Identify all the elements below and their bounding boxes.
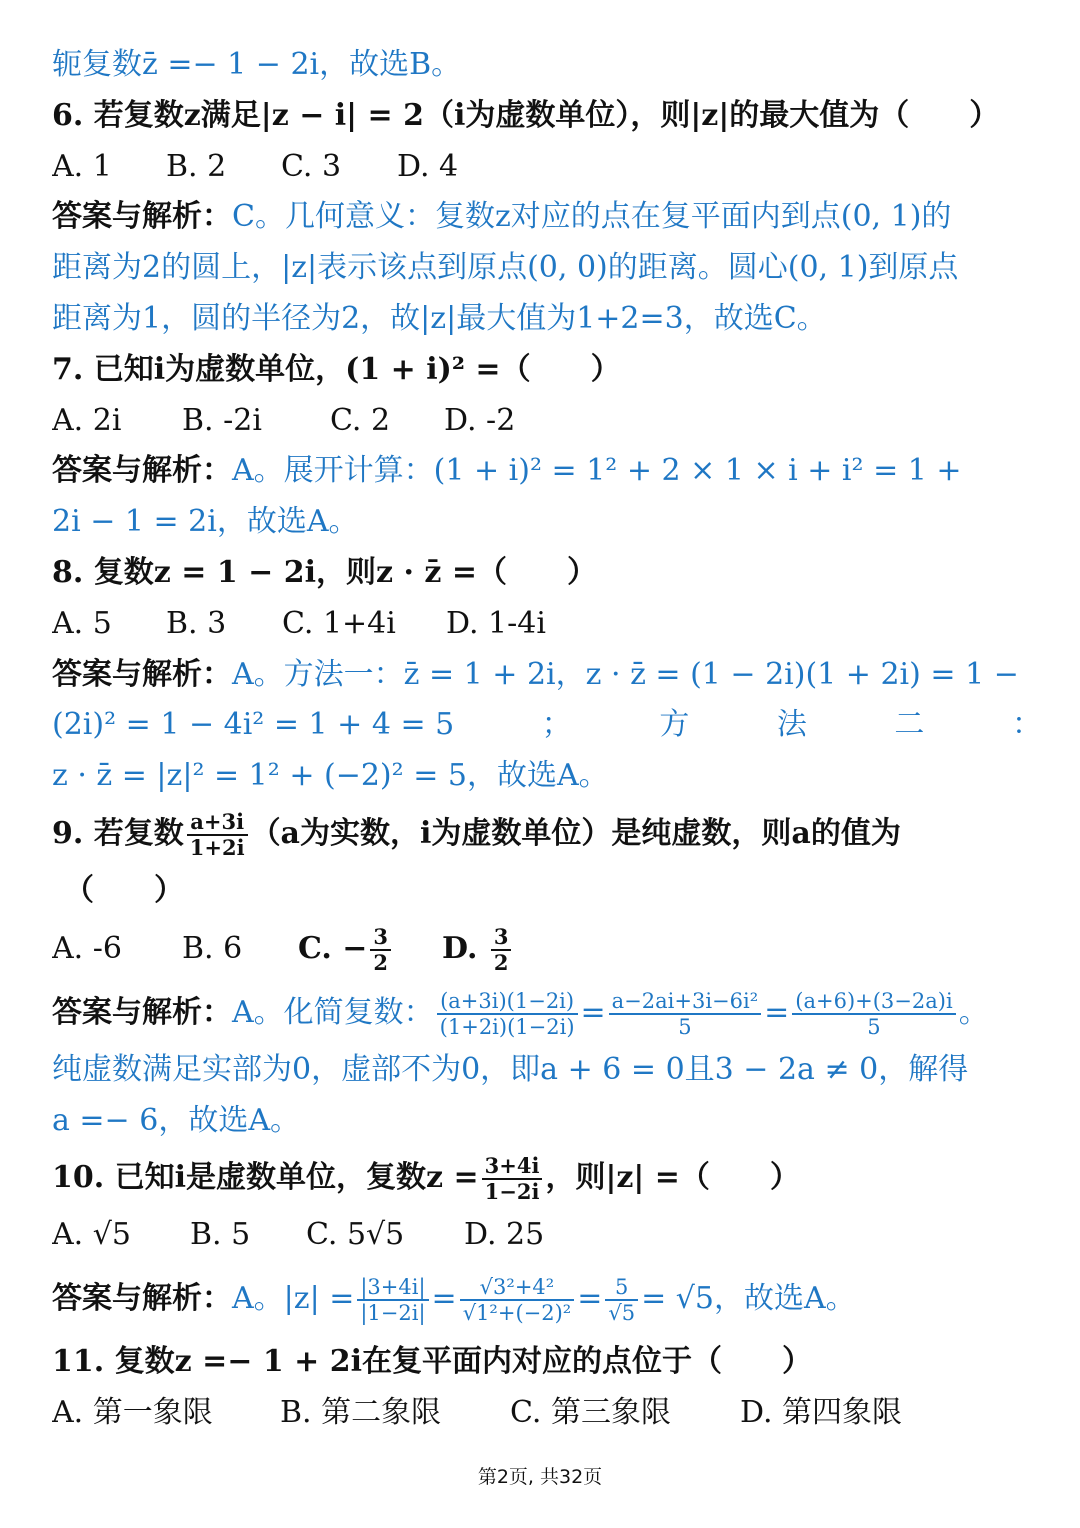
fraction xyxy=(357,1275,428,1325)
option-b: B. 5 xyxy=(190,1217,251,1253)
answer-text: 方 xyxy=(659,707,690,743)
period: 。 xyxy=(958,994,989,1030)
options-10 xyxy=(52,1210,1042,1261)
fraction-denominator: 5 xyxy=(678,1014,692,1039)
question-11: 11. 复数z =− 1 + 2i在复平面内对应的点位于（ ） xyxy=(52,1344,813,1380)
option-c: C. 2 xyxy=(330,402,391,438)
answer-label: 答案与解析： xyxy=(52,1281,232,1317)
page-footer: 第2页, 共32页 xyxy=(477,1466,603,1488)
fraction-denominator: (1+2i)(1−2i) xyxy=(439,1014,575,1039)
fraction-numerator: a+3i xyxy=(187,810,248,836)
answer-text: A。|z| = xyxy=(232,1281,355,1317)
equals-sign: = xyxy=(577,1281,603,1317)
fraction xyxy=(460,1275,575,1325)
answer-text: A。方法一：z̄ = 1 + 2i，z · z̄ = (1 − 2i)(1 + 2i) = 1 − xyxy=(232,656,1019,692)
option-a: A. 2i xyxy=(52,402,122,438)
answer-text: (2i)² = 1 − 4i² = 1 + 4 = 5 xyxy=(52,707,455,743)
answer-6-line-3: 距离为1，圆的半径为2，故|z|最大值为1+2=3，故选C。 xyxy=(52,300,827,336)
answer-9-line-2: 纯虚数满足实部为0，虚部不为0，即a + 6 = 0且3 − 2a ≠ 0，解得 xyxy=(52,1051,969,1087)
option-c: C. 第三象限 xyxy=(510,1394,671,1430)
options-7 xyxy=(52,396,1042,447)
option-b: B. 2 xyxy=(166,148,227,184)
question-10 xyxy=(52,1146,1042,1210)
fraction-numerator: (a+3i)(1−2i) xyxy=(437,989,578,1015)
fraction xyxy=(609,989,761,1039)
answer-label: 答案与解析： xyxy=(52,994,232,1030)
option-c: C. 3 xyxy=(281,148,342,184)
option-c: C. 1+4i xyxy=(282,605,396,641)
fraction-numerator: 3 xyxy=(491,925,512,951)
answer-10 xyxy=(52,1261,1042,1337)
equals-sign: = xyxy=(580,994,606,1030)
fraction xyxy=(605,1275,638,1325)
question-9 xyxy=(52,802,1042,866)
answer-7-line-2: 2i − 1 = 2i，故选A。 xyxy=(52,504,359,540)
option-d: D. -2 xyxy=(444,402,516,438)
answer-text: A。化简复数： xyxy=(232,994,434,1030)
option-a: A. -6 xyxy=(52,930,122,966)
answer-text: = √5，故选A。 xyxy=(641,1281,856,1317)
answer-blank: （ ） xyxy=(64,872,184,908)
fraction xyxy=(482,1154,543,1204)
equals-sign: = xyxy=(431,1281,457,1317)
answer-8-line-2 xyxy=(52,700,1042,751)
fraction-numerator: (a+6)+(3−2a)i xyxy=(792,989,955,1015)
answer-6-line-1 xyxy=(52,192,1042,243)
fraction-numerator: 5 xyxy=(605,1275,638,1301)
option-b: B. 第二象限 xyxy=(280,1394,442,1430)
fraction-numerator: 3 xyxy=(370,925,391,951)
answer-8-line-3: z · z̄ = |z|² = 1² + (−2)² = 5，故选A。 xyxy=(52,758,609,794)
option-a: A. 1 xyxy=(52,148,112,184)
option-d: D. 4 xyxy=(397,148,459,184)
question-6: 6. 若复数z满足|z − i| = 2（i为虚数单位），则|z|的最大值为（ ） xyxy=(52,97,1000,133)
answer-text: C。几何意义：复数z对应的点在复平面内到点(0, 1)的 xyxy=(232,199,952,235)
option-d xyxy=(442,917,514,981)
option-b: B. 6 xyxy=(182,930,243,966)
answer-8-line-1 xyxy=(52,650,1042,701)
question-text: 9. 若复数 xyxy=(52,815,184,851)
question-7: 7. 已知i为虚数单位，(1 + i)² =（ ） xyxy=(52,351,621,387)
option-d: D. 1-4i xyxy=(446,605,546,641)
option-a: A. 第一象限 xyxy=(52,1394,213,1430)
document-page xyxy=(52,40,1042,1439)
option-a: A. 5 xyxy=(52,605,112,641)
option-a: A. √5 xyxy=(52,1217,131,1253)
answer-6-line-2: 距离为2的圆上，|z|表示该点到原点(0, 0)的距离。圆心(0, 1)到原点 xyxy=(52,250,959,286)
fraction-denominator: 1−2i xyxy=(484,1179,540,1205)
option-label: D. xyxy=(442,930,488,966)
question-text: ，则|z| =（ ） xyxy=(545,1160,800,1196)
fraction xyxy=(792,989,955,1039)
option-d: D. 25 xyxy=(464,1217,545,1253)
option-d: D. 第四象限 xyxy=(740,1394,903,1430)
fraction xyxy=(370,925,391,975)
answer-text: 法 xyxy=(776,707,807,743)
fraction-numerator: |3+4i| xyxy=(357,1275,428,1301)
option-label: C. − xyxy=(298,930,368,966)
answer-label: 答案与解析： xyxy=(52,656,232,692)
fraction-denominator: 5 xyxy=(867,1014,881,1039)
answer-7-line-1 xyxy=(52,446,1042,497)
fraction xyxy=(491,925,512,975)
question-8: 8. 复数z = 1 − 2i，则z · z̄ =（ ） xyxy=(52,554,597,590)
answer-text: ； xyxy=(541,707,572,743)
option-b: B. -2i xyxy=(182,402,262,438)
fraction-denominator: 2 xyxy=(493,949,509,975)
answer-text: 二 xyxy=(894,707,925,743)
options-11 xyxy=(52,1388,1042,1439)
fraction xyxy=(187,810,248,860)
fraction-denominator: √1²+(−2)² xyxy=(462,1301,572,1326)
fraction-numerator: 3+4i xyxy=(482,1154,543,1180)
fraction xyxy=(437,989,578,1039)
answer-label: 答案与解析： xyxy=(52,453,232,489)
fraction-denominator: 1+2i xyxy=(189,834,245,860)
option-b: B. 3 xyxy=(166,605,227,641)
answer-label: 答案与解析： xyxy=(52,199,232,235)
option-c: C. 5√5 xyxy=(306,1217,405,1253)
options-9 xyxy=(52,917,1042,981)
options-8 xyxy=(52,599,1042,650)
question-text: （a为实数，i为虚数单位）是纯虚数，则a的值为 xyxy=(250,815,901,851)
fraction-numerator: a−2ai+3i−6i² xyxy=(609,989,761,1015)
fraction-denominator: 2 xyxy=(373,949,388,975)
answer-text: A。展开计算：(1 + i)² = 1² + 2 × 1 × i + i² = 1 + xyxy=(232,453,962,489)
answer-9-line-3: a =− 6，故选A。 xyxy=(52,1102,300,1138)
fraction-denominator: |1−2i| xyxy=(360,1301,426,1326)
options-6 xyxy=(52,142,1042,193)
answer-text: ： xyxy=(1011,707,1042,743)
fraction-denominator: √5 xyxy=(608,1301,636,1326)
option-c xyxy=(298,917,442,981)
answer-9-line-1 xyxy=(52,981,1042,1045)
equals-sign: = xyxy=(764,994,790,1030)
fraction-numerator: √3²+4² xyxy=(460,1275,575,1301)
answer-line: 轭复数z̄ =− 1 − 2i，故选B。 xyxy=(52,47,462,82)
question-text: 10. 已知i是虚数单位，复数z = xyxy=(52,1160,479,1196)
